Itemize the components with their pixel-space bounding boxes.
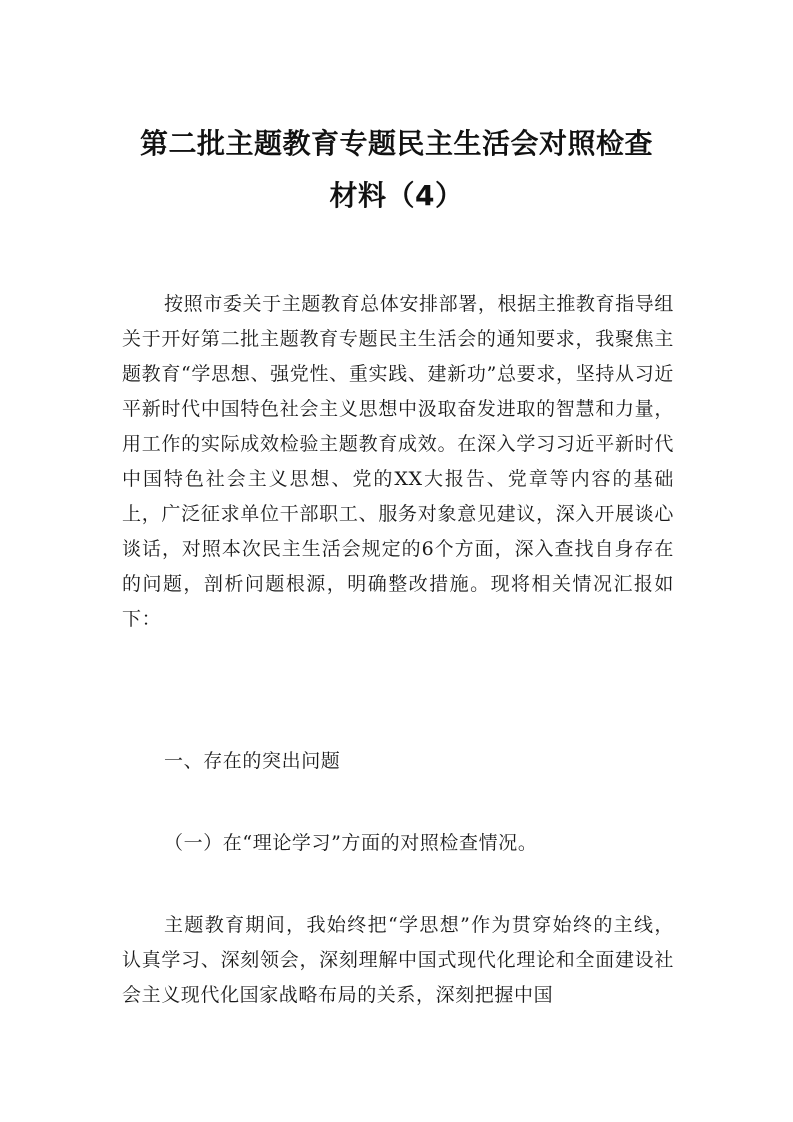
body-paragraph: 主题教育期间，我始终把“学思想”作为贯穿始终的主线，认真学习、深刻领会，深刻理解中国式现代化理论和全面建设社会主义现代化国家战略布局的关系，深刻把握中国 [122, 914, 674, 1006]
title-line-2: 材料（4） [329, 179, 464, 212]
subsection-heading: （一）在“理论学习”方面的对照检查情况。 [164, 832, 538, 854]
title-line-1: 第二批主题教育专题民主生活会对照检查 [139, 127, 653, 160]
intro-paragraph: 按照市委关于主题教育总体安排部署，根据主推教育指导组关于开好第二批主题教育专题民主生活会的通知要求，我聚焦主题教育“学思想、强党性、重实践、建新功”总要求，坚持从习近平新时代中国特色社会主义思想中汲取奋发进取的智慧和力量，用工作的实际成效检验主题教育成效。在深入学习习近平新时代中国特色社会主义思想、党的XX大报告、党章等内容的基础上，广泛征求单位干部职工、服务对象意见建议，深入开展谈心谈话，对照本次民主生活会规定的6个方面，深入查找自身存在的问题，剖析问题根源，明确整改措施。现将相关情况汇报如下： [122, 293, 674, 630]
document-title [110, 118, 683, 222]
section-heading: 一、存在的突出问题 [164, 750, 341, 772]
